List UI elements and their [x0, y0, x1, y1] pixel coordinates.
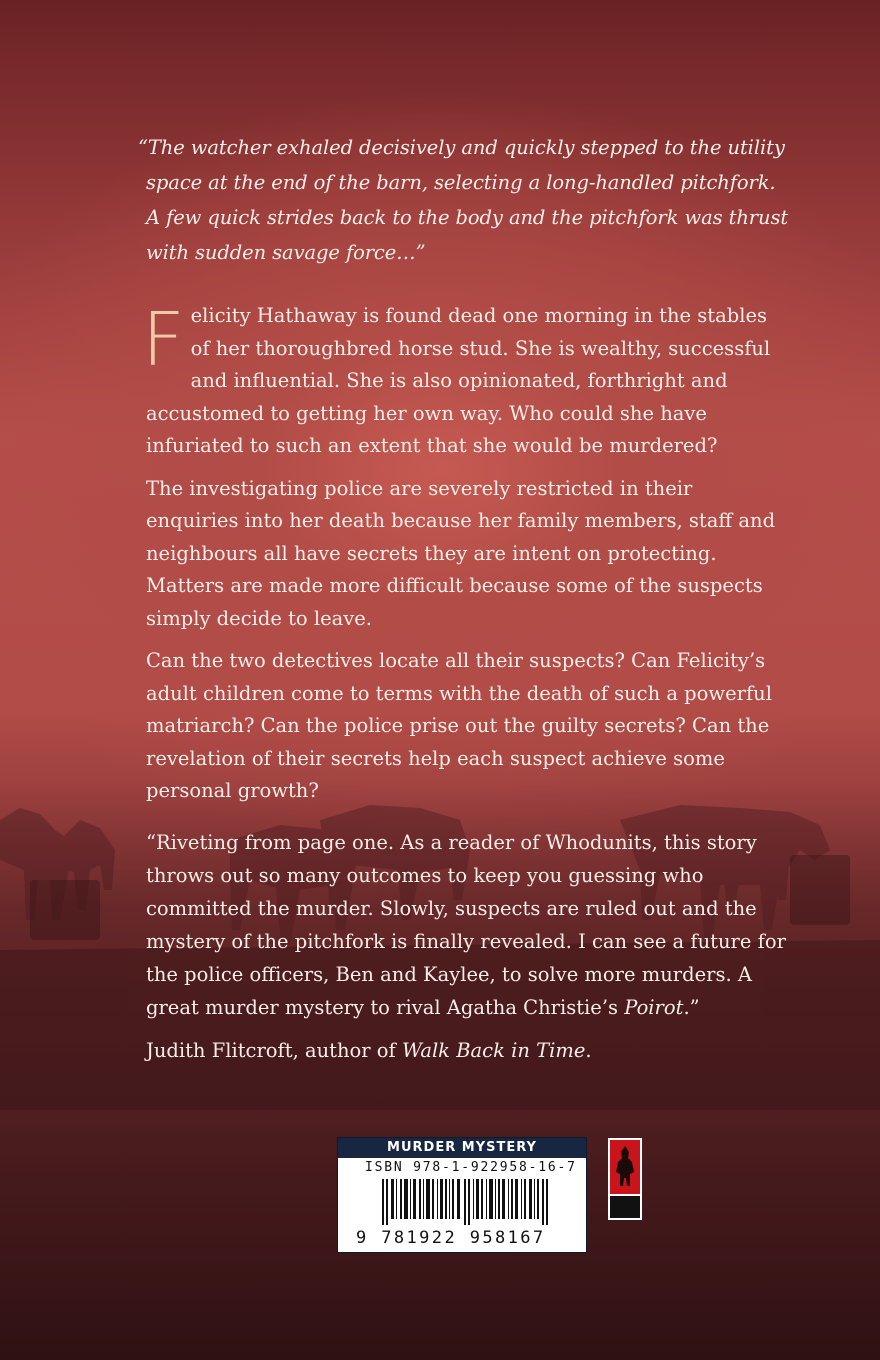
review-quote-text: “Riveting from page one. As a reader of Whodunits, this story throws out so many outcomes to keep you guessing who committed the murder. Slowly, suspects are ruled out and the mystery of the pitchfork is finally revealed. I can see a future for the police officers, Ben and Kaylee, to solve more murders. A great murder mystery to rival Agatha Christie’s: [146, 831, 786, 1019]
publisher-logo: [608, 1138, 642, 1220]
review-quote: [146, 826, 786, 1024]
synopsis-paragraph-2: The investigating police are severely restricted in their enquiries into her death because her family members, staff and neighbours all have secrets they are intent on protecting. Matters are made more difficult because some of the suspects simply decide to leave.: [146, 476, 776, 630]
review: [146, 826, 786, 1077]
isbn-text: ISBN 978-1-922958-16-7: [365, 1160, 577, 1175]
opening-quote-line: with sudden savage force…”: [146, 241, 426, 264]
barcode-category-label: MURDER MYSTERY: [338, 1138, 586, 1158]
opening-quote: [138, 130, 838, 270]
synopsis-paragraph-1: [142, 297, 786, 463]
synopsis: [142, 297, 786, 818]
opening-quote-line: space at the end of the barn, selecting a long-handled pitchfork.: [146, 171, 776, 194]
synopsis-paragraph-1-text: elicity Hathaway is found dead one morning in the stables of her thoroughbred horse stud. She is wealthy, successful and influential. She is also opinionated, forthright and accustomed to getting her own way. Who could she have infuriated to such an extent that she would be murdered?: [146, 304, 771, 457]
review-attribution-text: Judith Flitcroft, author of: [146, 1039, 402, 1062]
opening-quote-line: A few quick strides back to the body and the pitchfork was thrust: [146, 206, 789, 229]
isbn-barcode-box: [337, 1137, 587, 1253]
review-quote-end: .”: [683, 996, 700, 1019]
review-quote-title: Poirot: [624, 996, 684, 1019]
barcode-bars-image: [382, 1179, 552, 1225]
review-attribution-end: .: [585, 1039, 592, 1062]
synopsis-paragraph-3: Can the two detectives locate all their suspects? Can Felicity’s adult children come to terms with the death of such a powerful matriarch? Can the police prise out the guilty secrets? Can the revelation of their secrets help each suspect achieve some personal growth?: [146, 649, 772, 802]
review-attribution-title: Walk Back in Time: [401, 1039, 586, 1062]
review-attribution: [146, 1034, 786, 1067]
ean-digits: 9 781922 958167: [356, 1228, 546, 1248]
opening-quote-line: “The watcher exhaled decisively and quickly stepped to the utility: [138, 136, 785, 159]
drop-cap: F: [142, 297, 185, 383]
